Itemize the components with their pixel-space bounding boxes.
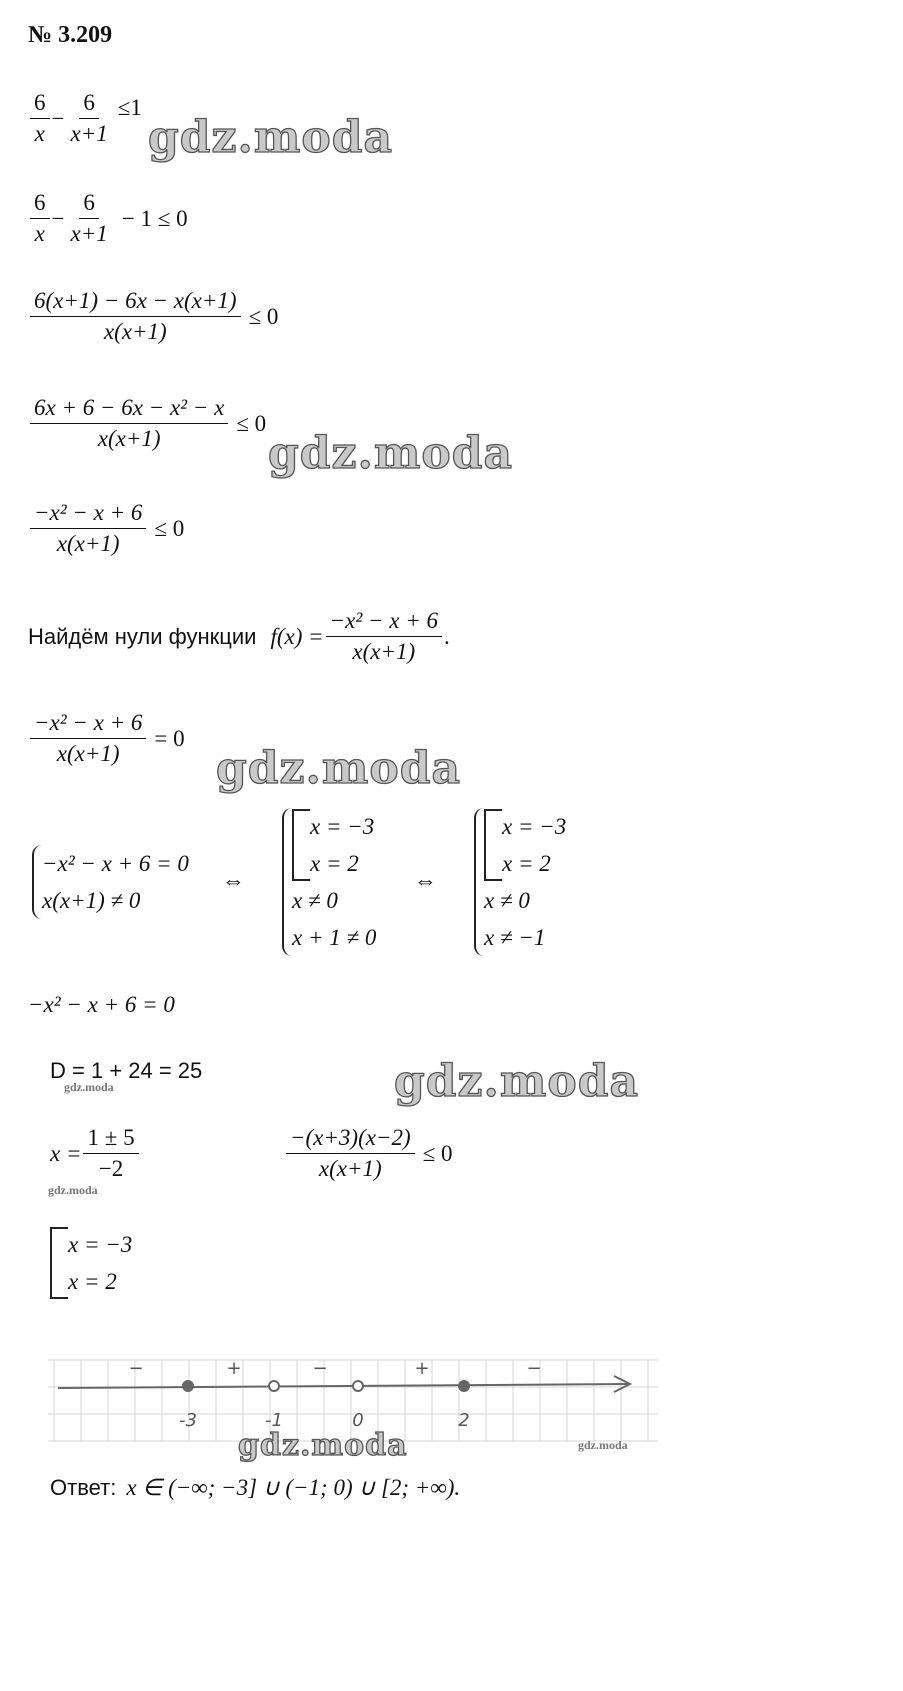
denominator: x(x+1) — [56, 741, 120, 766]
numerator: 6x + 6 − 6x − x² − x — [30, 395, 228, 424]
fraction — [30, 395, 228, 452]
numerator: 6 — [79, 190, 99, 219]
system-line: x = 2 — [310, 851, 359, 876]
equation-zero — [28, 710, 185, 767]
answer-label: Ответ: — [50, 1475, 117, 1500]
system-2 — [282, 808, 376, 956]
relation: ≤1 — [117, 94, 142, 120]
number-line-marks — [128, 1358, 541, 1431]
number-line-label: 2 — [458, 1410, 470, 1431]
fraction — [66, 190, 111, 247]
system-1 — [32, 845, 189, 919]
step-2: $\frac{6}{x}$ − $\frac{6}{x+1}$ − 1 ≤ 0 — [28, 190, 188, 247]
sign-mark: + — [414, 1358, 430, 1379]
zeros-statement — [28, 608, 450, 665]
function-name: f(x) = — [270, 623, 324, 649]
denominator: −2 — [98, 1156, 124, 1181]
number-line-point — [459, 1381, 469, 1391]
factored-inequality — [284, 1125, 453, 1182]
watermark: gdz.moda — [216, 743, 462, 794]
root-line: x = 2 — [68, 1269, 117, 1294]
numerator: 6 — [30, 190, 50, 219]
relation: = 0 — [154, 725, 185, 751]
remainder: − 1 ≤ 0 — [121, 205, 188, 231]
relation: ≤ 0 — [236, 410, 267, 436]
sign-mark: − — [526, 1358, 542, 1379]
numerator: −x² − x + 6 — [30, 710, 146, 739]
system-line: x ≠ 0 — [292, 888, 338, 913]
denominator: x(x+1) — [318, 1156, 382, 1181]
system-line: −x² − x + 6 = 0 — [42, 851, 189, 876]
fraction — [83, 1125, 138, 1182]
denominator: x — [34, 121, 45, 146]
sign-mark: − — [128, 1358, 144, 1379]
system-line: x ≠ 0 — [484, 888, 530, 913]
numerator: 1 ± 5 — [83, 1125, 138, 1154]
relation: ≤ 0 — [154, 515, 185, 541]
bracket-group — [292, 808, 376, 882]
watermark: gdz.moda — [394, 1056, 640, 1107]
watermark: gdz.moda — [238, 1428, 408, 1463]
quadratic-equation: −x² − x + 6 = 0 — [28, 992, 175, 1017]
number-line-label: -1 — [265, 1410, 283, 1431]
relation: ≤ 0 — [248, 303, 279, 329]
system-3 — [474, 808, 566, 956]
watermark-small: gdz.moda — [578, 1438, 628, 1452]
fraction — [30, 500, 146, 557]
numerator: −(x+3)(x−2) — [286, 1125, 415, 1154]
step-1: $\frac{6}{x}$ − $\frac{6}{x+1}$ ≤1 — [28, 90, 142, 147]
denominator: x(x+1) — [103, 319, 167, 344]
answer-text: x ∈ (−∞; −3] ∪ (−1; 0) ∪ [2; +∞). — [126, 1475, 461, 1500]
fraction — [326, 608, 442, 665]
root-line: x = −3 — [68, 1232, 133, 1257]
denominator: x+1 — [70, 221, 108, 246]
sign-mark: + — [226, 1358, 242, 1379]
watermark: gdz.moda — [268, 428, 514, 479]
answer — [50, 1475, 460, 1501]
discriminant: D = 1 + 24 = 25 — [50, 1058, 203, 1083]
number-line-point — [269, 1381, 279, 1391]
step-4 — [28, 395, 266, 452]
numerator: 6 — [79, 90, 99, 119]
fraction — [30, 190, 50, 247]
system-line: x = −3 — [502, 814, 567, 839]
square-bracket — [50, 1227, 68, 1299]
numerator: 6 — [30, 90, 50, 119]
denominator: x(x+1) — [97, 426, 161, 451]
watermark-small: gdz.moda — [48, 1183, 98, 1197]
square-bracket — [292, 809, 310, 881]
number-line-point — [183, 1381, 193, 1391]
bracket-group — [484, 808, 566, 882]
fraction — [286, 1125, 415, 1182]
system-line: x ≠ −1 — [484, 925, 546, 950]
fraction — [30, 710, 146, 767]
step-3 — [28, 288, 278, 345]
system-line: x(x+1) ≠ 0 — [42, 888, 141, 913]
roots-set — [50, 1226, 132, 1300]
fraction — [30, 288, 241, 345]
denominator: x+1 — [70, 121, 108, 146]
relation: ≤ 0 — [422, 1140, 453, 1166]
numerator: −x² − x + 6 — [30, 500, 146, 529]
watermark: gdz.moda — [148, 112, 394, 163]
period: . — [444, 623, 450, 649]
root-formula — [50, 1125, 141, 1182]
root-lhs: x = — [50, 1140, 82, 1166]
system-line: x = −3 — [310, 814, 375, 839]
system-line: x + 1 ≠ 0 — [292, 925, 377, 950]
fraction — [30, 90, 50, 147]
number-line-label: 0 — [352, 1410, 364, 1431]
system-line: x = 2 — [502, 851, 551, 876]
number-line-label: -3 — [179, 1410, 197, 1431]
equivalence-symbol: ⇔ — [222, 868, 245, 893]
numerator: −x² − x + 6 — [326, 608, 442, 637]
denominator: x(x+1) — [352, 639, 416, 664]
problem-number: № 3.209 — [28, 22, 113, 48]
number-line-point — [353, 1381, 363, 1391]
denominator: x(x+1) — [56, 531, 120, 556]
sign-mark: − — [312, 1358, 328, 1379]
equivalence-symbol: ⇔ — [414, 868, 437, 893]
zeros-text: Найдём нули функции — [28, 623, 257, 649]
fraction — [66, 90, 111, 147]
numerator: 6(x+1) − 6x − x(x+1) — [30, 288, 241, 317]
square-bracket — [484, 809, 502, 881]
watermark-small: gdz.moda — [64, 1080, 114, 1094]
denominator: x — [34, 221, 45, 246]
step-5 — [28, 500, 184, 557]
